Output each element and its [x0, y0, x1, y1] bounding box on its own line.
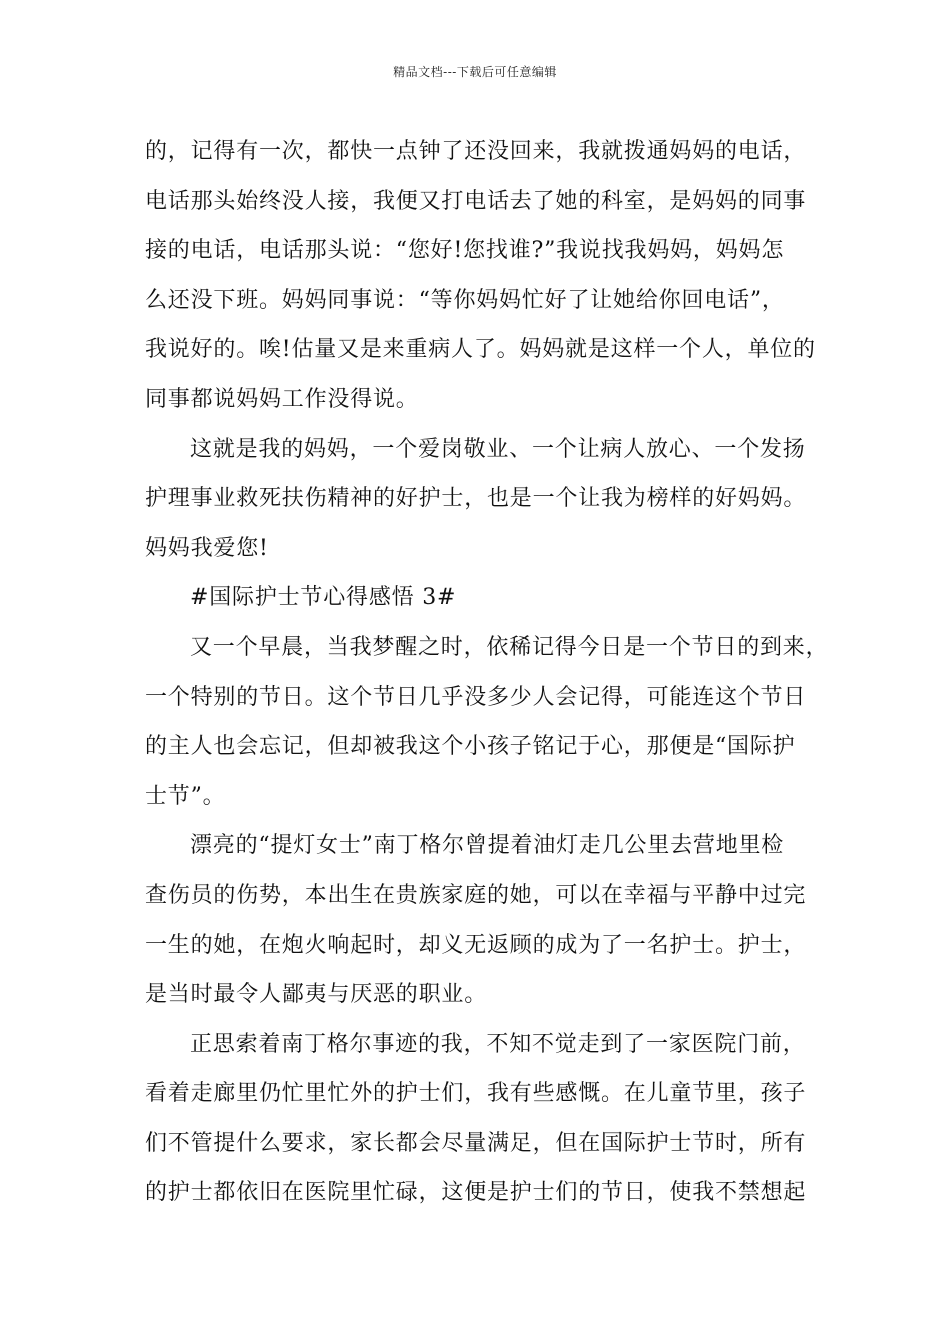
paragraph-1	[145, 127, 835, 425]
text-line: 一个特别的节日。这个节日几乎没多少人会记得，可能连这个节日	[145, 684, 807, 710]
paragraph-3	[145, 623, 835, 821]
text-line: 们不管提什么要求，家长都会尽量满足，但在国际护士节时，所有	[145, 1130, 807, 1156]
text-line: 又一个早晨，当我梦醒之时，依稀记得今日是一个节日的到来，	[190, 634, 829, 660]
section-heading	[145, 573, 835, 623]
text-line: 是当时最令人鄙夷与厌恶的职业。	[145, 982, 488, 1008]
text-line: 我说好的。唉!估量又是来重病人了。妈妈就是这样一个人，单位的	[145, 337, 816, 363]
text-line: 看着走廊里仍忙里忙外的护士们，我有些感慨。在儿童节里，孩子	[145, 1081, 807, 1107]
text-line: 的，记得有一次，都快一点钟了还没回来，我就拨通妈妈的电话，	[145, 139, 807, 164]
text-line: 正思索着南丁格尔事迹的我，不知不觉走到了一家医院门前，	[190, 1031, 806, 1057]
text-line: 的主人也会忘记，但却被我这个小孩子铭记于心，那便是“国际护	[145, 734, 796, 760]
paragraph-4	[145, 821, 835, 1019]
text-line: 同事都说妈妈工作没得说。	[145, 386, 419, 412]
text-line: 么还没下班。妈妈同事说：“等你妈妈忙好了让她给你回电话”，	[145, 287, 785, 313]
heading-line: #国际护士节心得感悟 3#	[190, 585, 457, 611]
text-line: 一生的她，在炮火响起时，却义无返顾的成为了一名护士。护士，	[145, 932, 807, 958]
text-line: 妈妈我爱您!	[145, 535, 269, 561]
text-line: 漂亮的“提灯女士”南丁格尔曾提着油灯走几公里去营地里检	[190, 833, 785, 859]
text-line: 接的电话，电话那头说：“您好!您找谁?”我说找我妈妈，妈妈怎	[145, 238, 785, 264]
paragraph-2	[145, 425, 835, 574]
text-line: 士节”。	[145, 783, 226, 809]
text-line: 护理事业救死扶伤精神的好护士，也是一个让我为榜样的好妈妈。	[145, 486, 807, 512]
text-line: 查伤员的伤势，本出生在贵族家庭的她，可以在幸福与平静中过完	[145, 882, 807, 908]
text-line: 这就是我的妈妈，一个爱岗敬业、一个让病人放心、一个发扬	[190, 436, 806, 462]
paragraph-5	[145, 1020, 835, 1218]
text-line: 的护士都依旧在医院里忙碌，这便是护士们的节日，使我不禁想起	[145, 1180, 807, 1206]
text-line: 电话那头始终没人接，我便又打电话去了她的科室，是妈妈的同事	[145, 188, 807, 214]
document-body	[145, 127, 835, 1218]
page-header: 精品文档---下载后可任意编辑	[393, 65, 557, 79]
